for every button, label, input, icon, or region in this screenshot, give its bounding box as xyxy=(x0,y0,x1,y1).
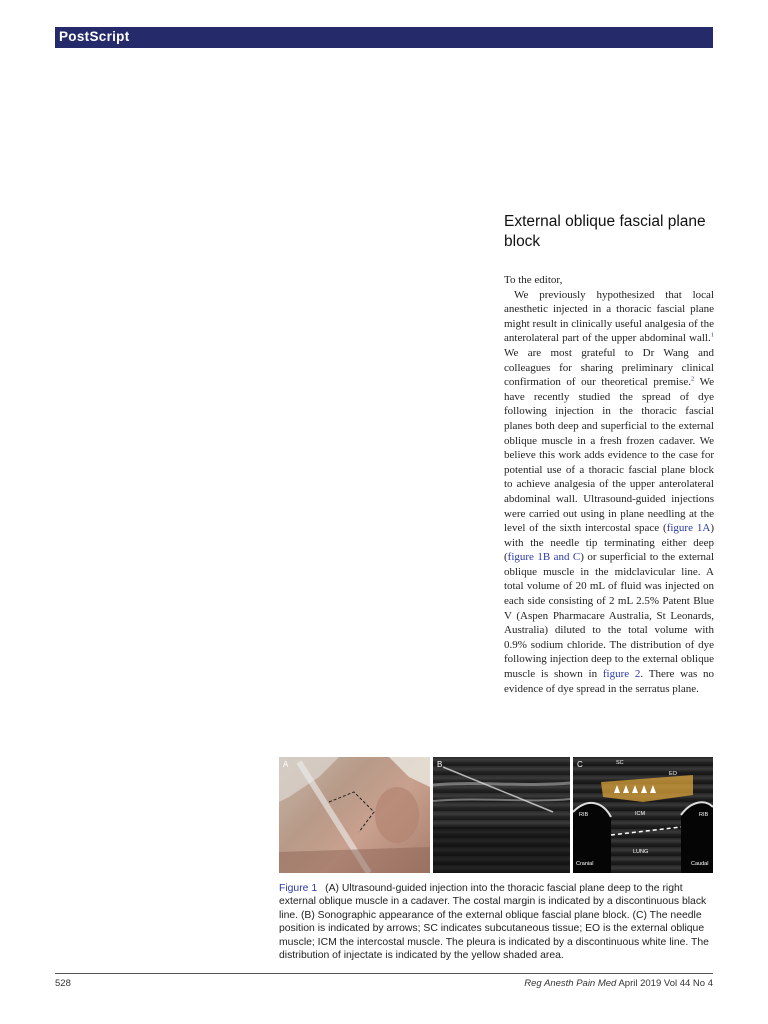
panel-label-c: C xyxy=(577,760,583,769)
ultrasound-image-b xyxy=(433,757,570,873)
section-header-bar xyxy=(55,27,713,48)
body-text-2: We are most grateful to Dr Wang and colleagues for sharing preliminary clinical confirmation of our theoretical premise. xyxy=(504,346,714,389)
annotation-caudal: Caudal xyxy=(691,861,709,867)
journal-reference xyxy=(524,978,713,989)
figure-panel-a-photo xyxy=(279,757,430,873)
citation-2[interactable]: 2 xyxy=(690,375,695,383)
section-label: PostScript xyxy=(59,29,130,44)
body-paragraph xyxy=(504,288,714,697)
body-text-3: We have recently studied the spread of dye following injection in the thoracic fascial planes both deep and superficial to the external oblique muscle in a fresh frozen cadaver. We believe this work adds evidence to the case for potential use of a thoracic fascial plane block to achieve analgesia of the upper anterolateral abdominal wall. Ultrasound-guided injections were carried out using in plane needling at the level of the sixth intercostal space ( xyxy=(504,376,714,535)
article-title: External oblique fascial plane block xyxy=(504,213,706,250)
panel-label-b: B xyxy=(437,760,443,769)
figure-panel-b-ultrasound xyxy=(433,757,570,873)
page-number: 528 xyxy=(55,978,71,989)
annotation-eo: EO xyxy=(669,771,677,777)
footer-divider xyxy=(55,973,713,974)
article-body xyxy=(504,273,714,696)
annotation-cranial: Cranial xyxy=(576,861,594,867)
figure-link-1bc[interactable]: figure 1B and C xyxy=(507,551,581,564)
figure-panel-c-ultrasound xyxy=(573,757,713,873)
salutation: To the editor, xyxy=(504,274,563,286)
injectate-area xyxy=(601,775,693,802)
panel-label-a: A xyxy=(283,760,289,769)
annotation-lung: LUNG xyxy=(633,849,649,855)
annotation-rib-right: RIB xyxy=(699,812,709,818)
caption-text: (A) Ultrasound-guided injection into the thoracic fascial plane deep to the right external oblique muscle in a cadaver. The costal margin is indicated by a discontinuous black line. (B) Sonographic appearance of the external oblique fascial plane block. (C) The needle position is indicated by arrows; SC indicates subcutaneous tissue; EO is the external oblique muscle; ICM the intercostal muscle. The pleura is indicated by a discontinuous white line. The distribution of injectate is indicated by the yellow shaded area. xyxy=(279,883,709,962)
annotation-sc: SC xyxy=(616,760,624,766)
citation-1[interactable]: 1 xyxy=(710,331,714,339)
journal-name: Reg Anesth Pain Med xyxy=(524,978,617,989)
caption-label: Figure 1 xyxy=(279,883,318,894)
figure-link-1a[interactable]: figure 1A xyxy=(666,522,711,535)
body-text-6: . There was no evidence of dye spread in the serratus plane. xyxy=(504,668,715,695)
annotation-rib-left: RIB xyxy=(579,812,589,818)
figure-1 xyxy=(279,757,713,873)
annotation-icm: ICM xyxy=(635,811,646,817)
body-text-5: ) or superficial to the external oblique muscle in the midclavicular line. A total volume of 20 mL of fluid was injected on each side consisting of 2 mL 2.5% Patent Blue V (Aspen Pharmacare Australia, St Leonards, Australia) diluted to the total volume with 0.9% sodium chloride. The distribution of dye following injection deep to the external oblique muscle is shown in xyxy=(504,551,714,681)
figure-caption xyxy=(279,882,713,962)
body-text-1: We previously hypothesized that local anesthetic injected in a thoracic fascial plane might result in clinically useful analgesia of the anterolateral part of the upper abdominal wall. xyxy=(504,288,714,345)
journal-issue: April 2019 Vol 44 No 4 xyxy=(616,978,713,989)
figure-link-2[interactable]: figure 2 xyxy=(602,668,641,681)
body-text-4: ) with the needle tip terminating either deep ( xyxy=(504,522,714,564)
cadaver-photo-illustration xyxy=(279,757,430,873)
